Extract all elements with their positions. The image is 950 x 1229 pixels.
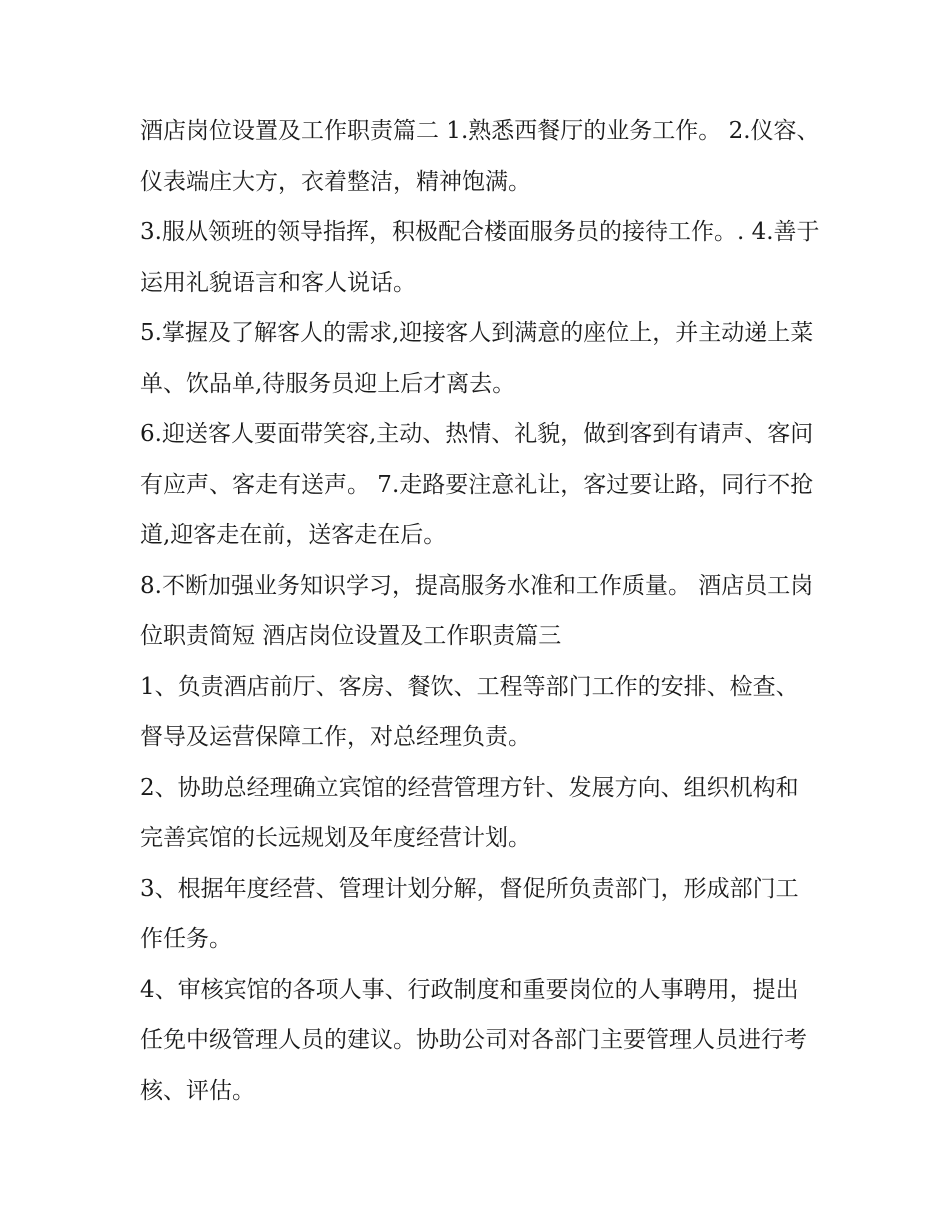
- paragraph-4: 6.迎送客人要面带笑容,主动、热情、礼貌，做到客到有请声、客问有应声、客走有送声。 7.走路要注意礼让，客过要让路，同行不抢 道,迎客走在前，送客走在后。: [140, 421, 814, 548]
- paragraph-8: 3、根据年度经营、管理计划分解，督促所负责部门，形成部门工作任务。: [140, 875, 799, 952]
- paragraph-7: 2、协助总经理确立宾馆的经营管理方针、发展方向、组织机构和完善宾馆的长远规划及年度经营计划。: [140, 774, 799, 851]
- document-body: [140, 106, 820, 1116]
- paragraph-2: 3.服从领班的领导指挥，积极配合楼面服务员的接待工作。. 4.善于运用礼貌语言和客人说话。: [140, 219, 820, 296]
- paragraph-9: 4、审核宾馆的各项人事、行政制度和重要岗位的人事聘用，提出任免中级管理人员的建议。协助公司对各部门主要管理人员进行考核、评估。: [140, 976, 807, 1104]
- paragraph-5: 8.不断加强业务知识学习，提高服务水准和工作质量。 酒店员工岗位职责简短 酒店岗位设置及工作职责篇三: [140, 572, 814, 649]
- paragraph-6: 1、负责酒店前厅、客房、餐饮、工程等部门工作的安排、检查、督导及运营保障工作，对总经理负责。: [140, 673, 799, 750]
- paragraph-1: 酒店岗位设置及工作职责篇二 1.熟悉西餐厅的业务工作。 2.仪容、仪表端庄大方，衣着整洁，精神饱满。: [140, 118, 820, 195]
- paragraph-3: 5.掌握及了解客人的需求,迎接客人到满意的座位上，并主动递上菜单、饮品单,待服务员迎上后才离去。: [140, 320, 814, 397]
